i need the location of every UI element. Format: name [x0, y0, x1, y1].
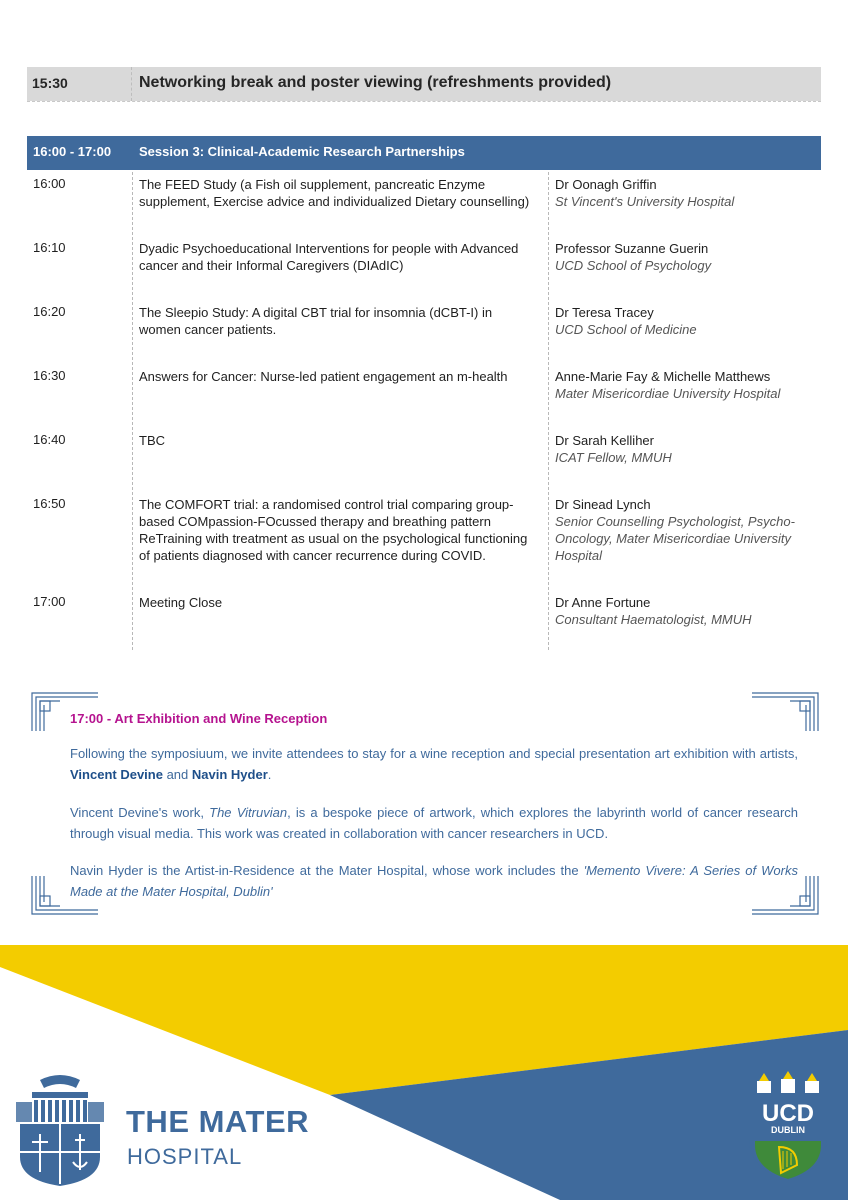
row-time: 16:20: [33, 304, 66, 319]
session-time: 16:00 - 17:00: [33, 144, 112, 159]
row-speaker: Anne-Marie Fay & Michelle Matthews: [555, 369, 771, 384]
row-speaker: Dr Sinead Lynch: [555, 497, 651, 512]
column-divider: [131, 67, 132, 101]
art-paragraph: [70, 860, 798, 902]
row-affiliation: Consultant Haematologist, MMUH: [555, 612, 752, 627]
session-title: Session 3: Clinical-Academic Research Partnerships: [139, 144, 465, 159]
break-time: 15:30: [32, 75, 68, 91]
row-affiliation: Mater Misericordiae University Hospital: [555, 386, 781, 401]
row-affiliation: UCD School of Psychology: [555, 258, 712, 273]
corner-ornament: [750, 691, 820, 731]
mater-crest-logo: [10, 1072, 110, 1187]
row-title: The Sleepio Study: A digital CBT trial for insomnia (dCBT-I) in women cancer patients.: [139, 305, 493, 337]
art-text: Navin Hyder is the Artist-in-Residence at the Mater Hospital, whose work includes the: [70, 863, 584, 878]
artwork-title: 'Memento Vivere: A Series of Works Made at the Mater Hospital, Dublin': [70, 863, 798, 899]
artwork-title: The Vitruvian: [209, 805, 288, 820]
artist-name: Vincent Devine: [70, 767, 163, 782]
row-affiliation: UCD School of Medicine: [555, 322, 697, 337]
row-title: TBC: [139, 433, 165, 448]
break-row: [27, 67, 821, 101]
row-speaker: Dr Teresa Tracey: [555, 305, 654, 320]
row-time: 16:50: [33, 496, 66, 511]
art-text: , is a bespoke piece of artwork, which explores the labyrinth world of cancer research through visual media. This work was created in collaboration with cancer researchers in UCD.: [70, 805, 799, 841]
art-paragraph: [70, 743, 798, 785]
row-speaker: Dr Sarah Kelliher: [555, 433, 654, 448]
artist-name: Navin Hyder: [191, 767, 268, 782]
row-title: Meeting Close: [139, 595, 223, 610]
divider: [27, 101, 821, 102]
row-title: The FEED Study (a Fish oil supplement, pancreatic Enzyme supplement, Exercise advice and individualized Dietary counselling): [139, 177, 530, 209]
column-divider: [132, 172, 133, 650]
row-speaker: Dr Oonagh Griffin: [555, 177, 657, 192]
ucd-logo-subtext: DUBLIN: [771, 1125, 805, 1135]
art-text: Following the symposiuum, we invite attendees to stay for a wine reception and special presentation art exhibition with artists,: [70, 746, 798, 761]
ucd-crest-logo: [749, 1069, 827, 1181]
art-text: and: [162, 767, 192, 782]
mater-hospital-name: THE MATER: [126, 1104, 310, 1139]
art-text: .: [267, 767, 272, 782]
mater-hospital-subtitle: HOSPITAL: [127, 1144, 243, 1169]
row-time: 16:40: [33, 432, 66, 447]
ucd-logo-text: UCD: [762, 1100, 814, 1127]
break-title: Networking break and poster viewing (refreshments provided): [139, 74, 612, 91]
row-time: 16:10: [33, 240, 66, 255]
row-time: 16:30: [33, 368, 66, 383]
row-title: Dyadic Psychoeducational Interventions for people with Advanced cancer and their Informal Caregivers (DIAdIC): [139, 241, 519, 273]
session-header: [27, 136, 821, 170]
art-paragraph: [70, 802, 798, 844]
row-affiliation: Senior Counselling Psychologist, Psycho-Oncology, Mater Misericordiae University Hospital: [555, 514, 795, 563]
row-time: 17:00: [33, 594, 66, 609]
row-time: 16:00: [33, 176, 66, 191]
row-title: The COMFORT trial: a randomised control trial comparing group-based COMpassion-FOcussed therapy and breathing pattern ReTraining with treatment as usual on the psychological functioning of patients diagnosed with cancer recurrence during COVID.: [139, 497, 528, 563]
row-title: Answers for Cancer: Nurse-led patient engagement an m-health: [139, 369, 508, 384]
art-text: Vincent Devine's work,: [70, 805, 210, 820]
column-divider: [548, 172, 549, 650]
row-affiliation: St Vincent's University Hospital: [555, 194, 735, 209]
row-speaker: Professor Suzanne Guerin: [555, 241, 709, 256]
row-speaker: Dr Anne Fortune: [555, 595, 651, 610]
art-heading: 17:00 - Art Exhibition and Wine Reception: [70, 711, 328, 726]
row-affiliation: ICAT Fellow, MMUH: [555, 450, 672, 465]
